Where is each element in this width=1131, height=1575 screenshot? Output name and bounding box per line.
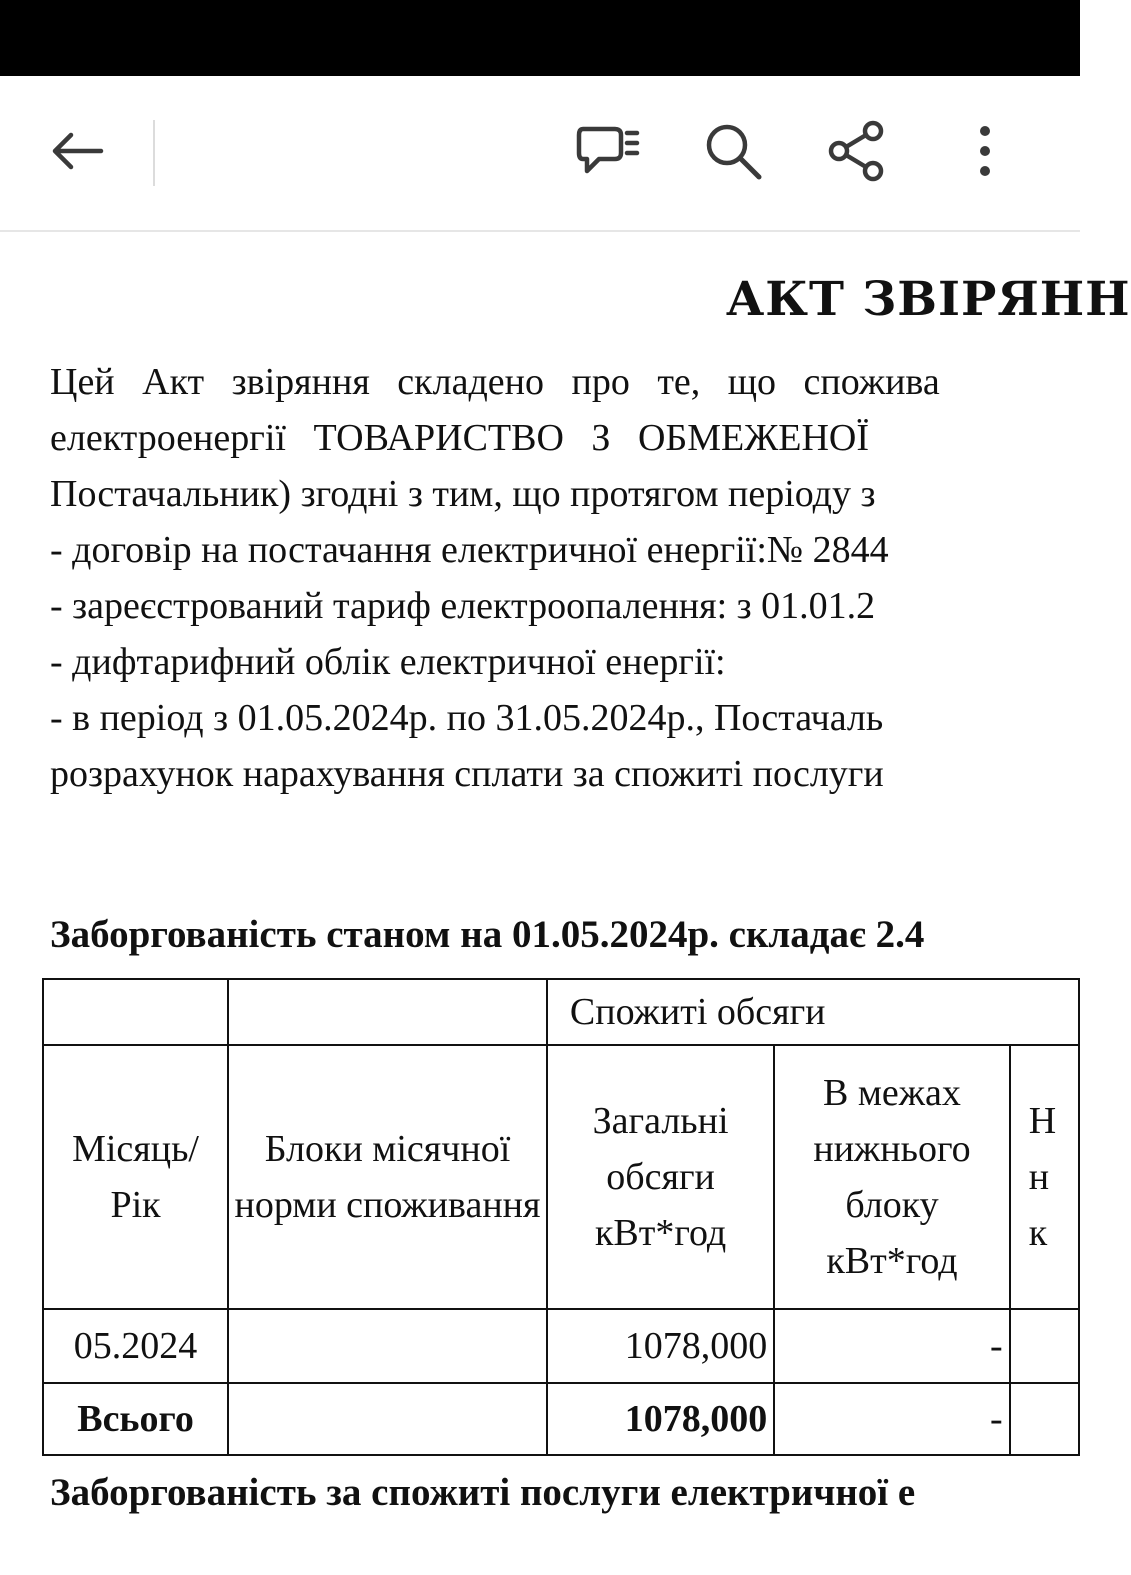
cell-total: 1078,000 [547, 1309, 774, 1383]
app-toolbar [0, 76, 1080, 232]
paragraph-line: Постачальник) згодні з тим, що протягом періоду з [50, 473, 876, 515]
paragraph-line: - дифтарифний облік електричної енергії: [50, 641, 726, 683]
cell-lower: - [774, 1309, 1009, 1383]
paragraph-line: - в період з 01.05.2024р. по 31.05.2024р., Постачаль [50, 697, 884, 739]
paragraph-line: - договір на постачання електричної енергії:№ 2844 [50, 529, 889, 571]
comment-list-icon[interactable] [572, 116, 642, 186]
cell-blocks [228, 1309, 547, 1383]
footer-debt-statement: Заборгованість за спожиті послуги електричної е [50, 1471, 916, 1514]
paragraph-line: Цей Акт звіряння складено про те, що спожива [50, 361, 940, 403]
table-empty-cell [43, 979, 228, 1045]
header-norm-blocks: Блоки місячної норми споживання [228, 1045, 547, 1309]
toolbar-divider [153, 120, 155, 186]
document-page [0, 232, 1131, 1575]
header-month-year: Місяць/ Рік [43, 1045, 228, 1309]
paragraph-line: розрахунок нарахування сплати за спожиті послуги [50, 753, 884, 795]
document-title: АКТ ЗВІРЯНН [726, 272, 1131, 327]
share-icon[interactable] [822, 116, 892, 186]
cell-next-partial [1010, 1309, 1079, 1383]
header-next-column-partial: Н н к [1010, 1045, 1079, 1309]
paragraph-line: електроенергії ТОВАРИСТВО З ОБМЕЖЕНОЇ [50, 417, 870, 459]
header-total-volume: Загальні обсяги кВт*год [547, 1045, 774, 1309]
group-header-consumed-volumes: Спожиті обсяги [547, 979, 1079, 1045]
cell-month: Всього [43, 1383, 228, 1455]
table-empty-cell [228, 979, 547, 1045]
cell-blocks [228, 1383, 547, 1455]
search-icon[interactable] [698, 116, 768, 186]
table-row [43, 1309, 1079, 1383]
paragraph-line: - зареєстрований тариф електроопалення: з 01.01.2 [50, 585, 876, 627]
table-group-header-row [43, 979, 1079, 1045]
cell-month: 05.2024 [43, 1309, 228, 1383]
cell-lower: - [774, 1383, 1009, 1455]
cell-next-partial [1010, 1383, 1079, 1455]
table-row-total [43, 1383, 1079, 1455]
status-bar [0, 0, 1080, 76]
cell-total: 1078,000 [547, 1383, 774, 1455]
debt-statement: Заборгованість станом на 01.05.2024р. складає 2.4 [50, 913, 925, 956]
table-header-row [43, 1045, 1079, 1309]
more-vertical-icon[interactable] [950, 116, 1020, 186]
back-arrow-icon[interactable] [42, 116, 112, 186]
header-lower-block: В межах нижнього блоку кВт*год [774, 1045, 1009, 1309]
consumption-table [42, 978, 1080, 1456]
